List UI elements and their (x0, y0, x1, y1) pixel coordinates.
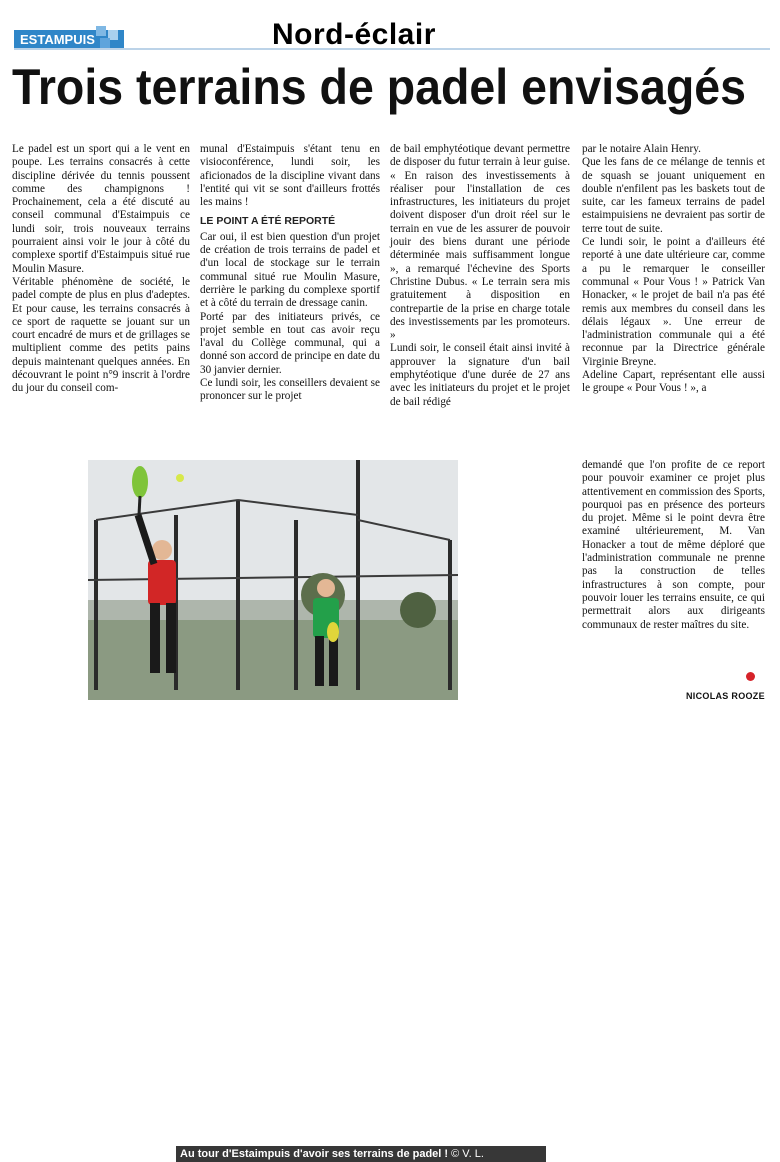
column-3-text: de bail emphytéotique devant permettre de disposer du futur terrain à leur guise. « En raison des investissements à réaliser pour l'installation de ces infrastructures, les initiateurs du projet doivent disposer d'un droit réel sur le terrain en vue de les assurer de pouvoir jouir des biens durant une période déterminée mais suffisamment longue », a remarqué l'échevine des Sports Christine Dubus. « Le terrain sera mis gratuitement à disposition en contrepartie de la prise en charge totale des investissements par les promoteurs. » Lundi soir, le conseil était ainsi invité à approuver la signature d'un bail emphytéotique d'une durée de 27 ans avec les initiateurs du projet et le projet de bail rédigé (390, 143, 570, 408)
column-2-text-b: Car oui, il est bien question d'un projet de création de trois terrains de padel et d'un local de stockage sur le terrain communal situé rue Moulin Masure, derrière le parking du complexe sportif et à côté du terrain de dressage canin. Porté par des initiateurs privés, ce projet semble en tout cas avoir reçu l'aval du Collège communal, qui a donné son accord de principe en date du 30 janvier dernier. Ce lundi soir, les conseillers devaient se prononcer sur le projet (200, 230, 380, 403)
article-end-mark (746, 672, 755, 681)
newspaper-masthead: Nord-éclair (272, 18, 436, 51)
column-4-text: par le notaire Alain Henry. Que les fans de ce mélange de tennis et de squash se jouant uniquement en double n'enfilent pas les baskets tout de suite, car les fameux terrains de padel estaimpuisiens ne devraient pas sortir de terre tout de suite. Ce lundi soir, le point a d'ailleurs été reporté à une date ultérieure car, comme a pu le remarquer le conseiller communal « Pour Vous ! » Patrick Van Honacker, « le projet de bail n'a pas été remis aux membres du conseil dans les délais légaux ». Une erreur de l'administration communale qui a été reconnue par la Directrice générale Virginie Breyne. Adeline Capart, représentant elle aussi le groupe « Pour Vous ! », a (582, 143, 765, 395)
column-2-text-a: munal d'Estaimpuis s'étant tenu en visioconférence, lundi soir, les aficionados de la discipline vivant dans l'entité qui vit se sont d'ailleurs frottés les mains ! (200, 143, 380, 209)
column-1-text: Le padel est un sport qui a le vent en poupe. Les terrains consacrés à cette discipline dérivée du tennis poussent comme des champignons ! Prochainement, cela a été discuté au conseil communal d'Estaimpuis ce lundi soir, trois nouveaux terrains pourraient ainsi voir le jour à côté du complexe sportif d'Estaimpuis situé rue Moulin Masure. Véritable phénomène de société, le padel compte de plus en plus d'adeptes. Et pour cause, les terrains consacrés à ce sport de raquette se jouant sur un court encadré de murs et de grillages se multiplient comme des petits pains depuis maintenant quelques années. En découvrant le point n°9 inscrit à l'ordre du jour du conseil com- (12, 143, 190, 395)
author-byline: NICOLAS ROOZE (686, 691, 765, 701)
column-4b-text: demandé que l'on profite de ce report pour pouvoir examiner ce projet plus attentivement en commission des Sports, pourquoi pas en présence des porteurs du projet. Même si le point devra être examiné ultérieurement, M. Van Honacker a tout de même déploré que l'administration communale ne prenne pas la construction de telles infrastructures à son compte, pour pouvoir louer les terrains ensuite, ce qui permettrait alors aux dirigeants communaux de rester maîtres du site. (582, 459, 766, 631)
subheading: LE POINT A ÉTÉ REPORTÉ (200, 215, 336, 228)
photo-caption (176, 1146, 546, 1162)
section-tag: ESTAMPUIS (14, 30, 124, 50)
article-photo (88, 460, 484, 1160)
padel-players-illustration (88, 460, 458, 700)
headline: Trois terrains de padel envisagés (12, 59, 746, 115)
photo-credit: © V. L. (451, 1148, 484, 1160)
photo-caption-text: Au tour d'Estaimpuis d'avoir ses terrains de padel ! (180, 1148, 449, 1160)
article-column-4-continued (582, 459, 765, 632)
article-column-3 (390, 143, 570, 409)
article-column-1 (12, 143, 190, 396)
article-column-2 (200, 143, 380, 404)
article-column-4 (582, 143, 765, 396)
